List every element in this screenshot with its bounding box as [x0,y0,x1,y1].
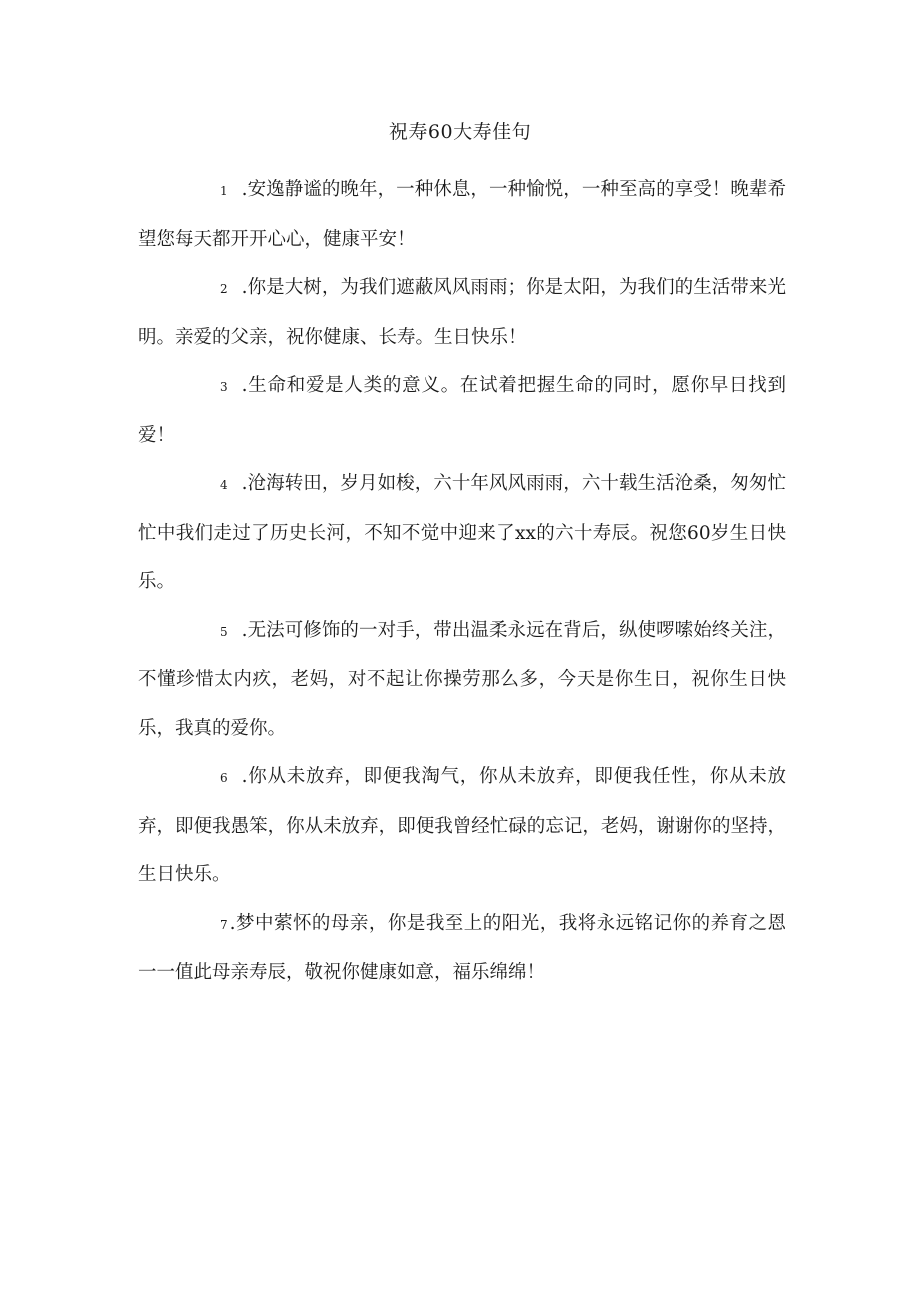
paragraph-text: .梦中萦怀的母亲，你是我至上的阳光，我将永远铭记你的养育之恩一一值此母亲寿辰，敬祝你健康如意，福乐绵绵！ [138,912,786,983]
document-body [138,166,786,998]
paragraph-6 [138,753,786,900]
paragraph-number: 6 [220,771,228,785]
paragraph-7 [138,900,786,998]
document-title: 祝寿60大寿佳句 [388,121,532,143]
paragraph-3 [138,362,786,460]
paragraph-number: 2 [220,282,228,296]
paragraph-text: .安逸静谧的晚年，一种休息，一种愉悦，一种至高的享受！晚辈希望您每天都开开心心，健康平安！ [138,179,786,250]
paragraph-number: 7 [220,917,228,932]
paragraph-text: .你从未放弃，即便我淘气，你从未放弃，即便我任性，你从未放弃，即便我愚笨，你从未放弃，即便我曾经忙碌的忘记，老妈，谢谢你的坚持，生日快乐。 [138,766,786,885]
paragraph-text: .沧海转田，岁月如梭，六十年风风雨雨，六十载生活沧桑，匆匆忙忙中我们走过了历史长河，不知不觉中迎来了xx的六十寿辰。祝您60岁生日快乐。 [138,473,786,592]
paragraph-number: 1 [220,184,228,198]
paragraph-5 [138,607,786,754]
paragraph-number: 4 [220,478,228,492]
paragraph-1 [138,166,786,264]
paragraph-2 [138,264,786,362]
paragraph-number: 5 [220,624,228,639]
paragraph-text: .你是大树，为我们遮蔽风风雨雨；你是太阳，为我们的生活带来光明。亲爱的父亲，祝你健康、长寿。生日快乐！ [138,277,786,348]
paragraph-number: 3 [220,380,228,394]
paragraph-text: .生命和爱是人类的意义。在试着把握生命的同时，愿你早日找到爱！ [138,375,786,446]
paragraph-text: .无法可修饰的一对手，带出温柔永远在背后，纵使啰嗦始终关注，不懂珍惜太内疚，老妈，对不起让你操劳那么多，今天是你生日，祝你生日快乐，我真的爱你。 [138,619,786,739]
paragraph-4 [138,460,786,607]
